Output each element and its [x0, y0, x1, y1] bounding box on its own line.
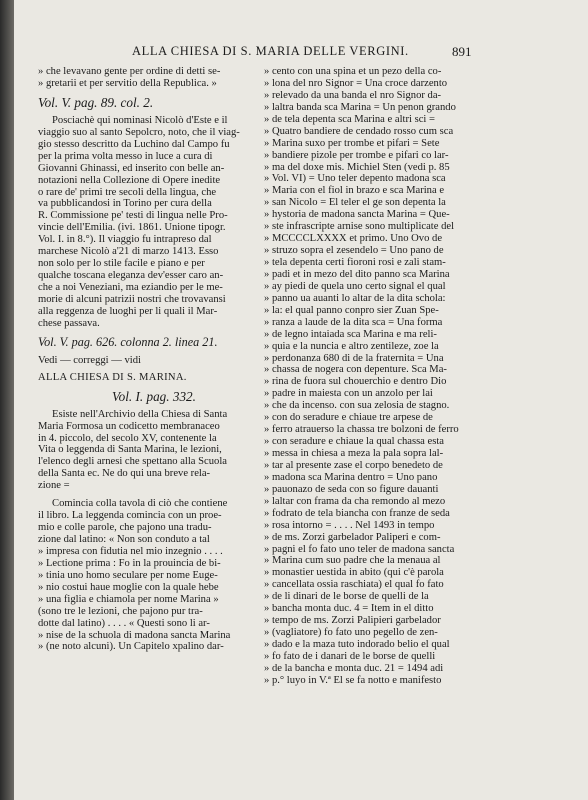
text-line: » (vagliatore) fo fato uno pegello de zen- [264, 627, 438, 639]
text-line: » pauonazo de seda con so figure dauanti [264, 483, 439, 495]
text-line: va pubblicandosi in Torino per cura della [38, 198, 212, 210]
text-line: » cancellata ossia raschiata) el qual fo fato [264, 579, 444, 591]
text-line: notazioni nella Collezione di Opere inedite [38, 174, 221, 186]
text-line: » una figlia e chiamola per nome Marina » [38, 593, 219, 605]
text-line: » Maria con el fiol in brazo e sca Marina e [264, 185, 445, 197]
paragraph-archivio [38, 409, 270, 493]
text-line: » de ms. Zorzi garbelador Paliperi e com- [264, 531, 441, 543]
text-line: qualche toscana eleganza dev'esser caro an- [38, 270, 224, 282]
text-line: » impresa con fidutia nel mio inzegnio . . . . [38, 545, 223, 557]
text-line: » madona sca Marina dentro = Uno pano [264, 471, 438, 483]
text-line: » fodrato de tela biancha con franze de seda [264, 507, 450, 519]
text-line: » Marina cum suo padre che la menaua al [264, 555, 441, 567]
text-line: » con do seradure e chiaue tre arpese de [264, 412, 433, 424]
text-line: Vita o leggenda di Santa Marina, le lezioni, [38, 444, 222, 456]
text-line: Esiste nell'Archivio della Chiesa di Santa [52, 408, 228, 420]
text-line: » de tela depenta sca Marina e altri sci = [264, 113, 435, 125]
text-line: » Vol. VI) = Uno teler depento madona sca [264, 173, 446, 185]
text-line: » che da incenso. con sua zelosia de stagno. [264, 400, 450, 412]
text-line: Giovanni Ghinassi, ed inserito con belle an- [38, 162, 225, 174]
text-line: » relevado da una banda el nro Signor da- [264, 89, 442, 101]
text-line: viaggio suo al santo Sepolcro, noto, che il viag- [38, 126, 240, 138]
text-line: Posciachè qui nominasi Nicolò d'Este e il [52, 114, 228, 126]
right-column [264, 66, 576, 687]
text-line: » laltar con frama da cha remondo al mezo [264, 495, 446, 507]
text-line: o rare de' primi tre secoli della lingua, che [38, 186, 217, 198]
text-line: » lona del nro Signor = Una croce darzento [264, 77, 448, 89]
text-line: » tela depenta certi fioroni rosi e zali stam- [264, 257, 446, 268]
text-line: » struzo sopra el zesendelo = Uno pano de [264, 245, 444, 257]
text-line: (sono tre le lezioni, che pajono pur tra- [38, 605, 203, 617]
text-line: » laltra banda sca Marina = Un penon grando [264, 101, 456, 113]
volume-reference: Vol. V. pag. 89. col. 2. [38, 94, 154, 110]
text-line: » chassa de nogera con depenture. Sca Ma- [264, 364, 447, 376]
text-line: zione = [38, 480, 70, 492]
volume-reference: Vol. V. pag. 626. colonna 2. linea 21. [38, 334, 218, 349]
text-line: » tar al presente zase el corpo benedeto de [264, 459, 443, 471]
text-line: » ferro atrauerso la chassa tre bolzoni de ferro [264, 424, 459, 436]
text-line: vincie dell'Emilia. (ivi. 1861. Unione tipogr. [38, 222, 226, 234]
text-line: » cento con una spina et un pezo della co- [264, 66, 442, 77]
text-line: » san Nicolo = El teler el ge son depenta la [264, 197, 446, 209]
text-line: l'elenco degli arnesi che spettano alla Scuola [38, 456, 227, 468]
text-line: della Santa ec. Ne do qui una breve rela- [38, 468, 211, 480]
text-line: per la prima volta messo in luce a cura di [38, 150, 213, 162]
paragraph-este [38, 115, 270, 330]
running-title: ALLA CHIESA DI S. MARIA DELLE VERGINI. [132, 44, 409, 58]
text-line: » MCCCCLXXXX et primo. Uno Ovo de [264, 233, 443, 245]
left-column [38, 66, 270, 653]
text-line: » tinia uno homo seculare per nome Euge- [38, 569, 218, 581]
text-line: » gretarii et per servitio della Republica. » [38, 77, 217, 89]
page-header [14, 44, 588, 62]
text-line: » rosa intorno = . . . . Nel 1493 in tempo [264, 519, 435, 531]
text-line: » p.° luyo in V.ª El se fa notto e manifesto [264, 674, 442, 686]
text-line: Maria Formosa un codicetto membranaceo [38, 420, 220, 432]
text-line: » de la bancha e monta duc. 21 = 1494 adi [264, 662, 444, 674]
text-line: » nio costui haue moglie con la quale hebe [38, 581, 219, 593]
text-line: » ma del doxe mis. Michiel Sten (vedi p. 85 [264, 161, 450, 173]
text-line: » panno ua auanti lo altar de la dita schola: [264, 292, 446, 304]
text-line: » padre in maiesta con un anzolo per lai [264, 388, 433, 400]
section-heading: ALLA CHIESA DI S. MARINA. [38, 371, 187, 383]
text-line: » fo fato de i danari de le borse de quelli [264, 650, 436, 662]
text-line: che a noi Veneziani, ma eziandio per le me- [38, 282, 223, 293]
text-line: » monastier uestida in abito (qui c'è parola [264, 567, 444, 579]
text-line: » Marina suxo per trombe et pifari = Sete [264, 137, 440, 149]
text-line: » con seradure e chiaue la qual chassa esta [264, 436, 445, 448]
text-line: mio e colle parole, che pajono una tradu- [38, 522, 212, 534]
correction-note: Vedi — correggi — vidi [38, 354, 141, 366]
text-line: » Lectione prima : Fo in la prouincia de bi- [38, 557, 221, 569]
text-line: » messa in chiesa a meza la pala sopra lal- [264, 448, 444, 459]
text-line: gio stesso descritto da Luchino dal Campo fu [38, 138, 230, 150]
volume-reference: Vol. I. pag. 332. [112, 388, 196, 404]
text-line: » (ne noto alcuni). Un Capitelo xpalino dar- [38, 641, 224, 653]
text-line: » ste infrascripte arnise sono multiplicate del [264, 221, 455, 233]
text-line: morie di alcuni patrizii nostri che trovavansi [38, 293, 226, 305]
text-line: » bancha monta duc. 4 = Item in el ditto [264, 603, 434, 615]
text-line: Comincia colla tavola di ciò che contiene [52, 498, 228, 510]
text-line: » rina de fuora sul chouerchio e dentro Dio [264, 376, 447, 388]
text-line: chese passava. [38, 317, 100, 329]
text-line: dotte dal latino) . . . . « Questi sono li ar- [38, 617, 210, 629]
page-number: 891 [452, 44, 472, 59]
book-page [14, 0, 588, 800]
text-line: » che levavano gente per ordine di detti se- [38, 66, 221, 77]
text-line: R. Commissione pe' testi di lingua nelle Pro- [38, 210, 228, 222]
text-line: » padi et in mezo del dito panno sca Marina [264, 268, 450, 280]
text-line: » pagni el fo fato uno teler de madona sancta [264, 543, 455, 555]
text-line: » hystoria de madona sancta Marina = Que- [264, 209, 450, 221]
text-line: » de legno intaiada sca Marina e ma reli- [264, 328, 437, 340]
text-line: » ranza a laude de la dita sca = Una forma [264, 316, 443, 328]
paragraph-leggenda [38, 498, 270, 653]
text-line: zione dal latino: « Non son conduto a tal [38, 534, 210, 545]
text-line: » dado e la maza tuto indorado belio el qual [264, 639, 450, 650]
binding-shadow [0, 0, 14, 800]
text-line: » la: el qual panno conpro sier Zuan Spe- [264, 304, 439, 316]
text-line: » ay piedi de quela uno certo signal el qual [264, 280, 446, 292]
text-line: » nise de la schuola di madona sancta Marina [38, 629, 231, 641]
text-line: » bandiere pizole per trombe e pifari co lar- [264, 149, 449, 161]
text-line: non solo per lo stile facile e piano e per [38, 258, 205, 270]
text-line: in 4. piccolo, del secolo XV, contenente la [38, 432, 217, 444]
text-line: » quia e la nuncia e altro zentileze, zoe la [264, 340, 439, 352]
text-line: » tempo de ms. Zorzi Palipieri garbelador [264, 615, 441, 627]
text-line: marchese Nicolò a'21 di marzo 1413. Esso [38, 246, 219, 258]
text-line: alla reggenza de luoghi per li quali il Mar- [38, 305, 218, 317]
text-line: » de li dinari de le borse de quelli de la [264, 591, 429, 603]
text-line: » perdonanza 680 di de la fraternita = Una [264, 352, 444, 364]
text-line: » Quatro bandiere de cendado rosso cum sca [264, 125, 454, 137]
text-line: il libro. La leggenda comincia con un proe- [38, 510, 222, 522]
text-line: Vol. I. in 8.°). Il viaggio fu intrapreso dal [38, 234, 212, 246]
